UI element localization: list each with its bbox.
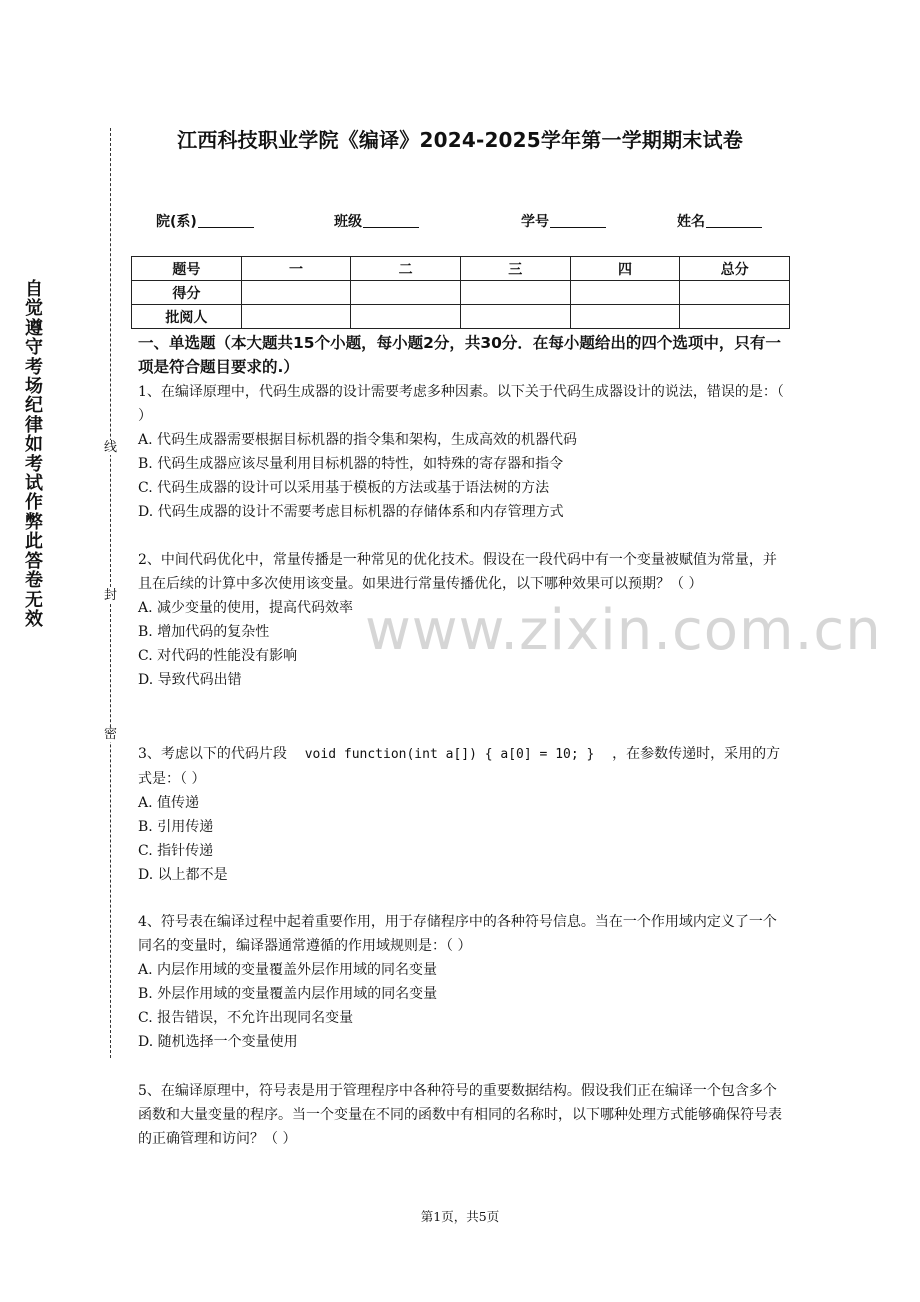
score-table-header-row xyxy=(132,257,790,281)
score-cell[interactable] xyxy=(680,281,790,305)
department-field[interactable] xyxy=(156,211,254,231)
score-table-row xyxy=(132,305,790,329)
option-d[interactable]: D. 导致代码出错 xyxy=(138,672,242,688)
score-cell[interactable] xyxy=(570,305,680,329)
page-footer: 第1页，共5页 xyxy=(420,1209,500,1224)
option-c[interactable]: C. 对代码的性能没有影响 xyxy=(138,648,298,664)
score-cell[interactable] xyxy=(351,305,461,329)
option-a[interactable]: A. 代码生成器需要根据目标机器的指令集和架构，生成高效的机器代码 xyxy=(138,432,578,448)
student-id-label: 学号 xyxy=(521,214,549,230)
question-4 xyxy=(138,910,786,1054)
option-a[interactable]: A. 值传递 xyxy=(138,795,200,811)
question-stem: 1、在编译原理中，代码生成器的设计需要考虑多种因素。以下关于代码生成器设计的说法，错误的是：（ ） xyxy=(138,384,784,424)
class-label: 班级 xyxy=(334,214,362,230)
score-cell[interactable] xyxy=(460,281,570,305)
option-c[interactable]: C. 报告错误，不允许出现同名变量 xyxy=(138,1010,354,1026)
score-table xyxy=(131,256,790,329)
option-b[interactable]: B. 外层作用域的变量覆盖内层作用域的同名变量 xyxy=(138,986,438,1002)
question-5 xyxy=(138,1079,786,1151)
option-d[interactable]: D. 随机选择一个变量使用 xyxy=(138,1034,298,1050)
class-field[interactable] xyxy=(334,211,419,231)
score-cell[interactable] xyxy=(241,281,351,305)
score-header-cell: 二 xyxy=(351,257,461,281)
score-header-cell: 总分 xyxy=(680,257,790,281)
cut-label-line: 线 xyxy=(103,440,117,455)
section-heading: 一、单选题（本大题共15个小题，每小题2分，共30分．在每小题给出的四个选项中，只有一项是符合题目要求的.） xyxy=(138,334,781,376)
score-row-label: 批阅人 xyxy=(132,305,242,329)
score-cell[interactable] xyxy=(680,305,790,329)
question-1 xyxy=(138,380,786,524)
code-snippet: void function(int a[]) { a[0] = 10; } xyxy=(304,747,595,762)
score-cell[interactable] xyxy=(241,305,351,329)
exam-title: 江西科技职业学院《编译》2024-2025学年第一学期期末试卷 xyxy=(177,128,743,152)
option-d[interactable]: D. 代码生成器的设计不需要考虑目标机器的存储体系和内存管理方式 xyxy=(138,504,564,520)
student-id-blank[interactable] xyxy=(550,213,606,228)
class-blank[interactable] xyxy=(363,213,419,228)
question-stem-post: ，在参数传递时，采用的方式是：（ ） xyxy=(138,746,781,787)
exam-discipline-notice: 自觉遵守考场纪律如考试作弊此答卷无效 xyxy=(25,279,43,630)
option-b[interactable]: B. 引用传递 xyxy=(138,819,214,835)
option-d[interactable]: D. 以上都不是 xyxy=(138,867,228,883)
score-cell[interactable] xyxy=(351,281,461,305)
department-blank[interactable] xyxy=(198,213,254,228)
option-a[interactable]: A. 减少变量的使用，提高代码效率 xyxy=(138,600,354,616)
score-cell[interactable] xyxy=(460,305,570,329)
name-field[interactable] xyxy=(677,211,762,231)
score-header-cell: 一 xyxy=(241,257,351,281)
name-label: 姓名 xyxy=(677,214,705,230)
score-header-cell: 三 xyxy=(460,257,570,281)
question-stem: 4、符号表在编译过程中起着重要作用，用于存储程序中的各种符号信息。当在一个作用域内定义了一个同名的变量时，编译器通常遵循的作用域规则是：（ ） xyxy=(138,914,777,954)
score-cell[interactable] xyxy=(570,281,680,305)
option-a[interactable]: A. 内层作用域的变量覆盖外层作用域的同名变量 xyxy=(138,962,438,978)
question-stem: 5、在编译原理中，符号表是用于管理程序中各种符号的重要数据结构。假设我们正在编译一个包含多个函数和大量变量的程序。当一个变量在不同的函数中有相同的名称时，以下哪种处理方式能够确保符号表的正确管理和访问？（ ） xyxy=(138,1083,782,1147)
question-3 xyxy=(138,742,786,887)
watermark: www.zixin.com.cn xyxy=(365,598,882,663)
department-label: 院(系) xyxy=(156,214,197,230)
cut-label-seal: 封 xyxy=(103,588,117,603)
question-stem xyxy=(138,742,786,791)
name-blank[interactable] xyxy=(706,213,762,228)
cut-label-secret: 密 xyxy=(103,727,117,742)
question-stem-pre: 3、考虑以下的代码片段 xyxy=(138,746,287,762)
option-b[interactable]: B. 增加代码的复杂性 xyxy=(138,624,270,640)
option-c[interactable]: C. 代码生成器的设计可以采用基于模板的方法或基于语法树的方法 xyxy=(138,480,550,496)
question-stem: 2、中间代码优化中，常量传播是一种常见的优化技术。假设在一段代码中有一个变量被赋值为常量，并且在后续的计算中多次使用该变量。如果进行常量传播优化，以下哪种效果可以预期？（ ） xyxy=(138,552,777,592)
score-header-cell: 题号 xyxy=(132,257,242,281)
option-c[interactable]: C. 指针传递 xyxy=(138,843,214,859)
score-row-label: 得分 xyxy=(132,281,242,305)
score-header-cell: 四 xyxy=(570,257,680,281)
score-table-row xyxy=(132,281,790,305)
option-b[interactable]: B. 代码生成器应该尽量利用目标机器的特性，如特殊的寄存器和指令 xyxy=(138,456,564,472)
student-id-field[interactable] xyxy=(521,211,606,231)
